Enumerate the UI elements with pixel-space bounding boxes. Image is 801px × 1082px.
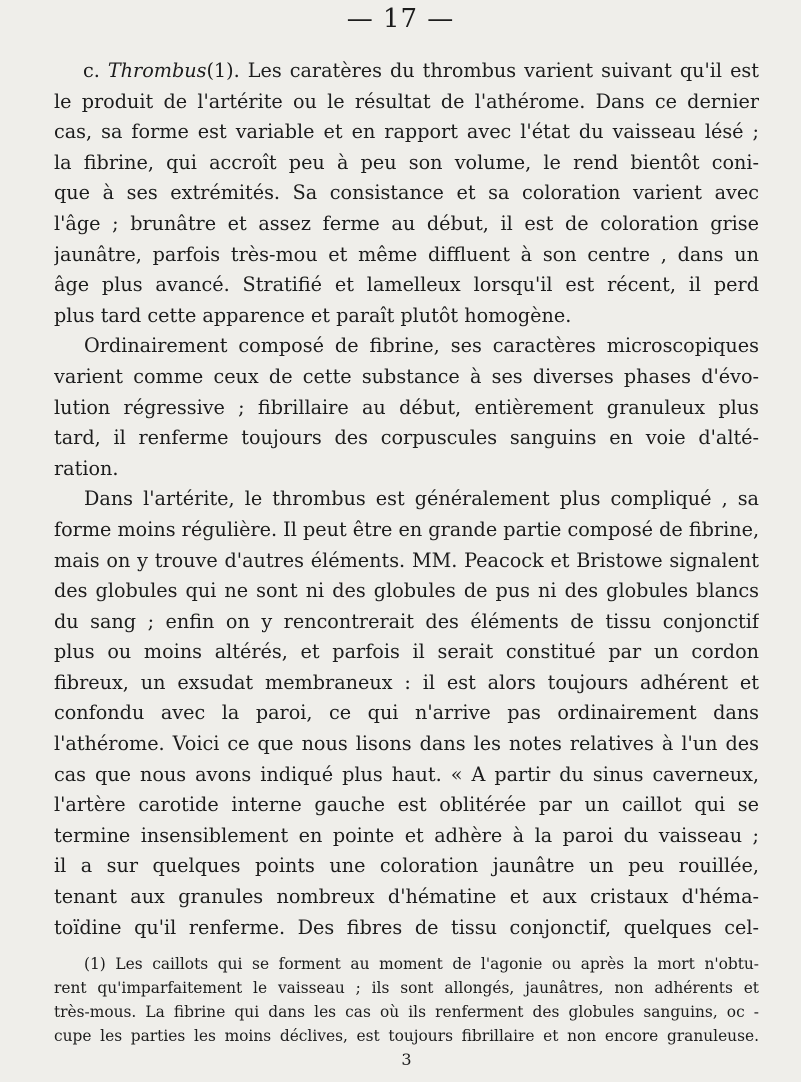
text-line: tenant aux granules nombreux d'hématine et aux cristaux d'héma- — [54, 885, 759, 909]
text-line: varient comme ceux de cette substance à ses diverses phases d'évo- — [54, 364, 759, 388]
text-line: fibreux, un exsudat membraneux : il est alors toujours adhérent et — [54, 670, 759, 694]
text-line: ration. — [54, 456, 119, 480]
footnote-line: cupe les parties les moins déclives, est toujours fibrillaire et non encore granuleuse. — [54, 1027, 759, 1045]
text-line: que à ses extrémités. Sa consistance et sa coloration varient avec — [54, 181, 759, 205]
text-line: du sang ; enfin on y rencontrerait des éléments de tissu conjonctif — [54, 609, 759, 633]
text-line: le produit de l'artérite ou le résultat de l'athérome. Dans ce dernier — [54, 89, 759, 113]
text-line: l'athérome. Voici ce que nous lisons dans les notes relatives à l'un des — [54, 732, 759, 756]
text-line: tard, il renferme toujours des corpuscules sanguins en voie d'alté- — [54, 426, 759, 450]
text-line: jaunâtre, parfois très-mou et même diffluent à son centre , dans un — [54, 242, 759, 266]
text-line: l'artère carotide interne gauche est oblitérée par un caillot qui se — [54, 793, 759, 817]
text-line: confondu avec la paroi, ce qui n'arrive pas ordinairement dans — [54, 701, 759, 725]
text-line: cas, sa forme est variable et en rapport avec l'état du vaisseau lésé ; — [54, 120, 759, 144]
footnote — [54, 952, 759, 1048]
page-number: — 17 — — [346, 4, 455, 34]
text-line: toïdine qu'il renferme. Des fibres de tissu conjonctif, quelques cel- — [54, 915, 759, 939]
text-line: Dans l'artérite, le thrombus est généralement plus compliqué , sa — [84, 487, 759, 511]
text-line: l'âge ; brunâtre et assez ferme au début, il est de coloration grise — [54, 211, 759, 235]
text-line — [54, 56, 759, 87]
footnote-line: très-mous. La fibrine qui dans les cas où ils renferment des globules sanguins, oc - — [54, 1003, 759, 1021]
text-line: lution régressive ; fibrillaire au début, entièrement granuleux plus — [54, 395, 759, 419]
section-label: c. — [83, 59, 108, 82]
text-line: la fibrine, qui accroît peu à peu son volume, le rend bientôt coni- — [54, 150, 759, 174]
text-line: mais on y trouve d'autres éléments. MM. Peacock et Bristowe signalent — [54, 548, 759, 572]
text-line: termine insensiblement en pointe et adhère à la paroi du vaisseau ; — [54, 823, 759, 847]
text-line: âge plus avancé. Stratifié et lamelleux lorsqu'il est récent, il perd — [54, 273, 759, 297]
text-line: plus ou moins altérés, et parfois il serait constitué par un cordon — [54, 640, 759, 664]
main-text — [54, 56, 759, 943]
text-line-content: . Les caratères du thrombus varient suivant qu'il est — [233, 59, 759, 82]
text-line: des globules qui ne sont ni des globules de pus ni des globules blancs — [54, 579, 759, 603]
footnote-ref: (1) — [206, 59, 234, 82]
text-line: il a sur quelques points une coloration jaunâtre un peu rouillée, — [54, 854, 759, 878]
text-line: forme moins régulière. Il peut être en grande partie composé de fibrine, — [54, 517, 759, 541]
text-line: Ordinairement composé de fibrine, ses caractères microscopiques — [84, 334, 759, 358]
signature-mark: 3 — [401, 1050, 412, 1069]
section-term: Thrombus — [107, 59, 207, 82]
text-line: plus tard cette apparence et paraît plutôt homogène. — [54, 303, 572, 327]
text-line: cas que nous avons indiqué plus haut. « A partir du sinus caverneux, — [54, 762, 759, 786]
footnote-line: rent qu'imparfaitement le vaisseau ; ils sont allongés, jaunâtres, non adhérents et — [54, 979, 759, 997]
footnote-line: (1) Les caillots qui se forment au moment de l'agonie ou après la mort n'obtu- — [84, 955, 759, 973]
